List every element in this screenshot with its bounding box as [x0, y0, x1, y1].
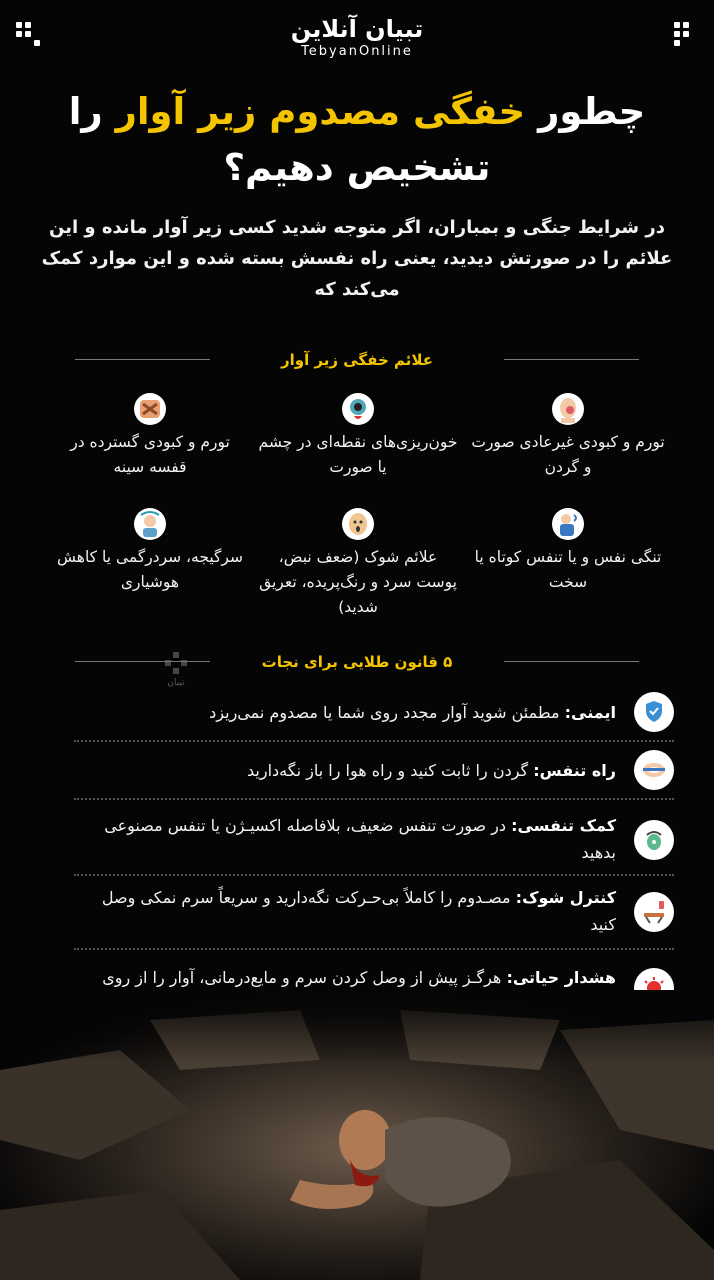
- symptom-item: [468, 392, 668, 480]
- symptom-label: سرگیجه، سردرگمی یا کاهش هوشیاری: [57, 548, 243, 591]
- swollen-face-icon: [551, 392, 585, 426]
- rule-separator: [74, 740, 674, 742]
- shock-icon: [341, 507, 375, 541]
- rules-header-label: ۵ قانون طلایی برای نجات: [261, 653, 453, 671]
- symptom-label: تورم و کبودی گسترده در قفسه سینه: [70, 433, 230, 476]
- symptom-item: [468, 507, 668, 595]
- title-part1: چطور: [525, 90, 646, 133]
- rule-separator: [74, 798, 674, 800]
- symptoms-header-label: علائم خفگی زیر آوار: [280, 351, 434, 369]
- rule-separator: [74, 874, 674, 876]
- rule-title: هشدار حیاتی:: [506, 968, 616, 987]
- rule-icon-wrap: [634, 892, 674, 932]
- rule-body: گردن را ثابت کنید و راه هوا را باز نگه‌دارید: [247, 761, 534, 780]
- title-part2: را: [68, 90, 116, 133]
- rubble-illustration: [0, 990, 714, 1280]
- brand-name-en: TebyanOnline: [301, 44, 413, 59]
- rule-icon-wrap: [634, 750, 674, 790]
- brand-logo: [0, 14, 714, 60]
- symptoms-section-header: [75, 348, 639, 372]
- symptom-label: تورم و کبودی غیرعادی صورت و گردن: [471, 433, 665, 476]
- title-highlight: خفگی مصدوم زیر آوار: [115, 90, 526, 133]
- breathing-difficulty-icon: [551, 507, 585, 541]
- symptom-label: تنگی نفس و یا تنفس کوتاه یا سخت: [474, 548, 662, 591]
- rule-icon-wrap: [634, 692, 674, 732]
- rule-text: [76, 699, 616, 726]
- page-title: [30, 84, 684, 196]
- rule-title: ایمنی:: [564, 703, 616, 722]
- shield-hand-icon: [641, 699, 667, 725]
- rule-text: [76, 757, 616, 784]
- rule-separator: [74, 948, 674, 950]
- brand-name-fa: تبیان آنلاین: [290, 15, 424, 43]
- symptom-item: [258, 392, 458, 480]
- rule-icon-wrap: [634, 820, 674, 860]
- symptom-item: [258, 507, 458, 620]
- rule-text: [76, 884, 616, 938]
- stretcher-iv-icon: [641, 899, 667, 925]
- rule-body: مصـدوم را کاملاً بی‌حـرکت نگه‌دارید و سریعاً سرم نمکی وصل کنید: [101, 888, 616, 934]
- dizziness-icon: [133, 507, 167, 541]
- rule-title: کنترل شوک:: [515, 888, 616, 907]
- bleeding-eye-icon: [341, 392, 375, 426]
- oxygen-mask-icon: [641, 827, 667, 853]
- intro-paragraph: در شرایط جنگی و بمباران، اگر متوجه شدید کسی زیر آوار مانده و این علائم را در صورتش دیدید، یعنی راه نفسش بسته شده و این موارد کمک می‌کند که: [41, 217, 673, 300]
- title-line2: تشخیص دهیم؟: [223, 146, 491, 189]
- header-divider-left: [75, 359, 210, 360]
- rules-section-header: [75, 650, 639, 674]
- rule-body: در صورت تنفس ضعیف، بلافاصله اکسیـژن یا تنفس مصنوعی بدهید: [104, 816, 616, 862]
- rule-title: راه تنفس:: [533, 761, 616, 780]
- symptom-item: [50, 507, 250, 595]
- symptom-item: [50, 392, 250, 480]
- rule-body: هرگـز پیش از وصل کردن سرم و مایع‌درمانی، آوار را از روی: [102, 968, 502, 987]
- rule-title: کمک تنفسی:: [511, 816, 616, 835]
- watermark-label: تبیان: [167, 678, 185, 688]
- header-divider-left: [75, 661, 210, 662]
- rule-text: [76, 812, 616, 866]
- neck-brace-icon: [641, 757, 667, 783]
- symptom-label: خون‌ریزی‌های نقطه‌ای در چشم یا صورت: [258, 433, 458, 476]
- chest-bruise-icon: [133, 392, 167, 426]
- rule-body: مطمئن شوید آوار مجدد روی شما یا مصدوم نمی‌ریزد: [209, 703, 565, 722]
- symptom-label: علائم شوک (ضعف نبض، پوست سرد و رنگ‌پریده، تعریق شدید): [259, 548, 457, 616]
